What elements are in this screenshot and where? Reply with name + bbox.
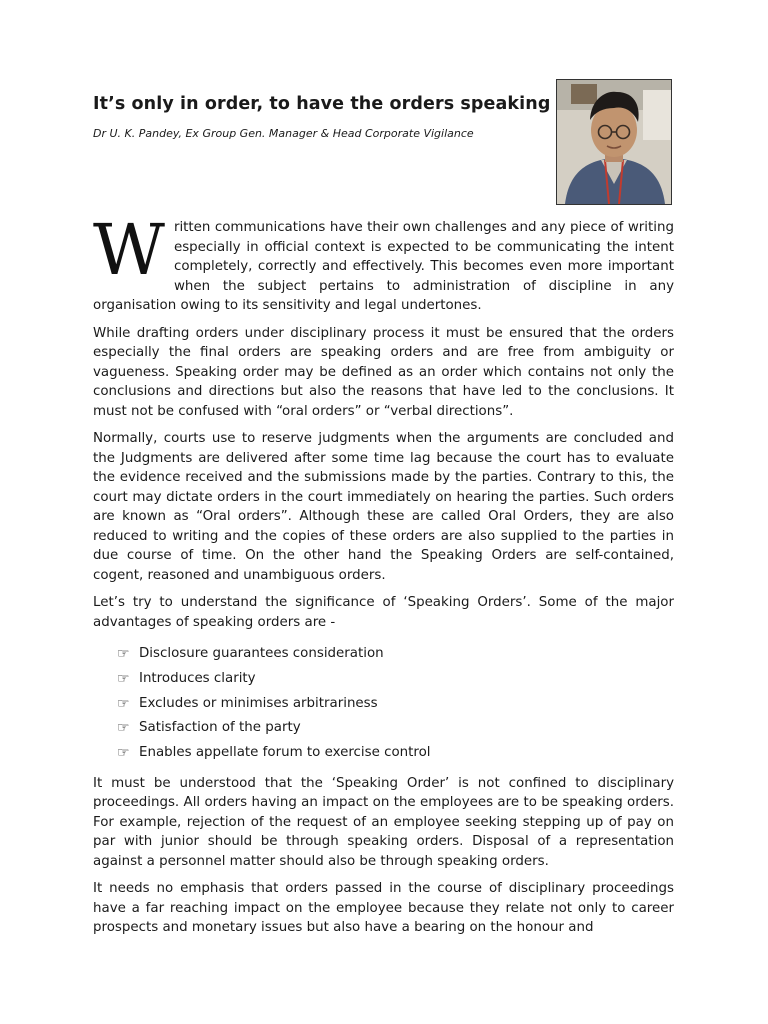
paragraph-intro-text: ritten communications have their own challenges and any piece of writing especially in official context is expected to be communicating the intent completely, correctly and effectively. This becomes even more important when the subject pertains to administration of discipline in any organisation owing to its sensitivity and legal undertones. — [93, 220, 674, 313]
pointing-hand-icon: ☞ — [117, 695, 130, 712]
author-photo — [556, 79, 672, 205]
advantages-list — [117, 642, 674, 766]
paragraph-scope: It must be understood that the ‘Speaking Order’ is not confined to disciplinary proceedings. All orders having an impact on the employees are to be speaking orders. For example, rejection of the request of an employee seeking stepping up of pay on par with junior should be through speaking orders. Disposal of a representation against a personnel matter should also be through speaking orders. — [93, 775, 674, 869]
paragraph-impact: It needs no emphasis that orders passed in the course of disciplinary proceedings have a far reaching impact on the employee because they relate not only to career prospects and monetary issues but also have a bearing on the honour and — [93, 881, 674, 936]
list-item: ☞ Satisfaction of the party — [117, 716, 674, 741]
article-body — [93, 209, 674, 946]
article-title: It’s only in order, to have the orders speaking — [93, 94, 551, 114]
list-item: ☞ Enables appellate forum to exercise control — [117, 741, 674, 766]
pointing-hand-icon: ☞ — [117, 745, 130, 762]
paragraph-intro — [93, 209, 674, 316]
pointing-hand-icon: ☞ — [117, 720, 130, 737]
drop-cap: W — [93, 209, 165, 291]
pointing-hand-icon: ☞ — [117, 646, 130, 662]
paragraph-significance: Let’s try to understand the significance of ‘Speaking Orders’. Some of the major advantages of speaking orders are - — [93, 595, 674, 630]
list-item: ☞ Excludes or minimises arbitrariness — [117, 692, 674, 717]
list-item: ☞ Introduces clarity — [117, 667, 674, 692]
list-item: ☞ Disclosure guarantees consideration — [117, 642, 674, 667]
paragraph-definition: While drafting orders under disciplinary process it must be ensured that the orders especially the final orders are speaking orders and are free from ambiguity or vagueness. Speaking order may be defined as an order which contains not only the conclusions and directions but also the reasons that have led to the conclusions. It must not be confused with “oral orders” or “verbal directions”. — [93, 325, 674, 419]
paragraph-courts: Normally, courts use to reserve judgments when the arguments are concluded and the Judgments are delivered after some time lag because the court has to evaluate the evidence received and the submissions made by the parties. Contrary to this, the court may dictate orders in the court immediately on hearing the parties. Such orders are known as “Oral orders”. Although these are called Oral Orders, they are also reduced to writing and the copies of these orders are also supplied to the parties in due course of time. On the other hand the Speaking Orders are self-contained, cogent, reasoned and unambiguous orders. — [93, 431, 674, 583]
pointing-hand-icon: ☞ — [117, 670, 130, 687]
author-byline: Dr U. K. Pandey, Ex Group Gen. Manager & Head Corporate Vigilance — [93, 127, 474, 140]
